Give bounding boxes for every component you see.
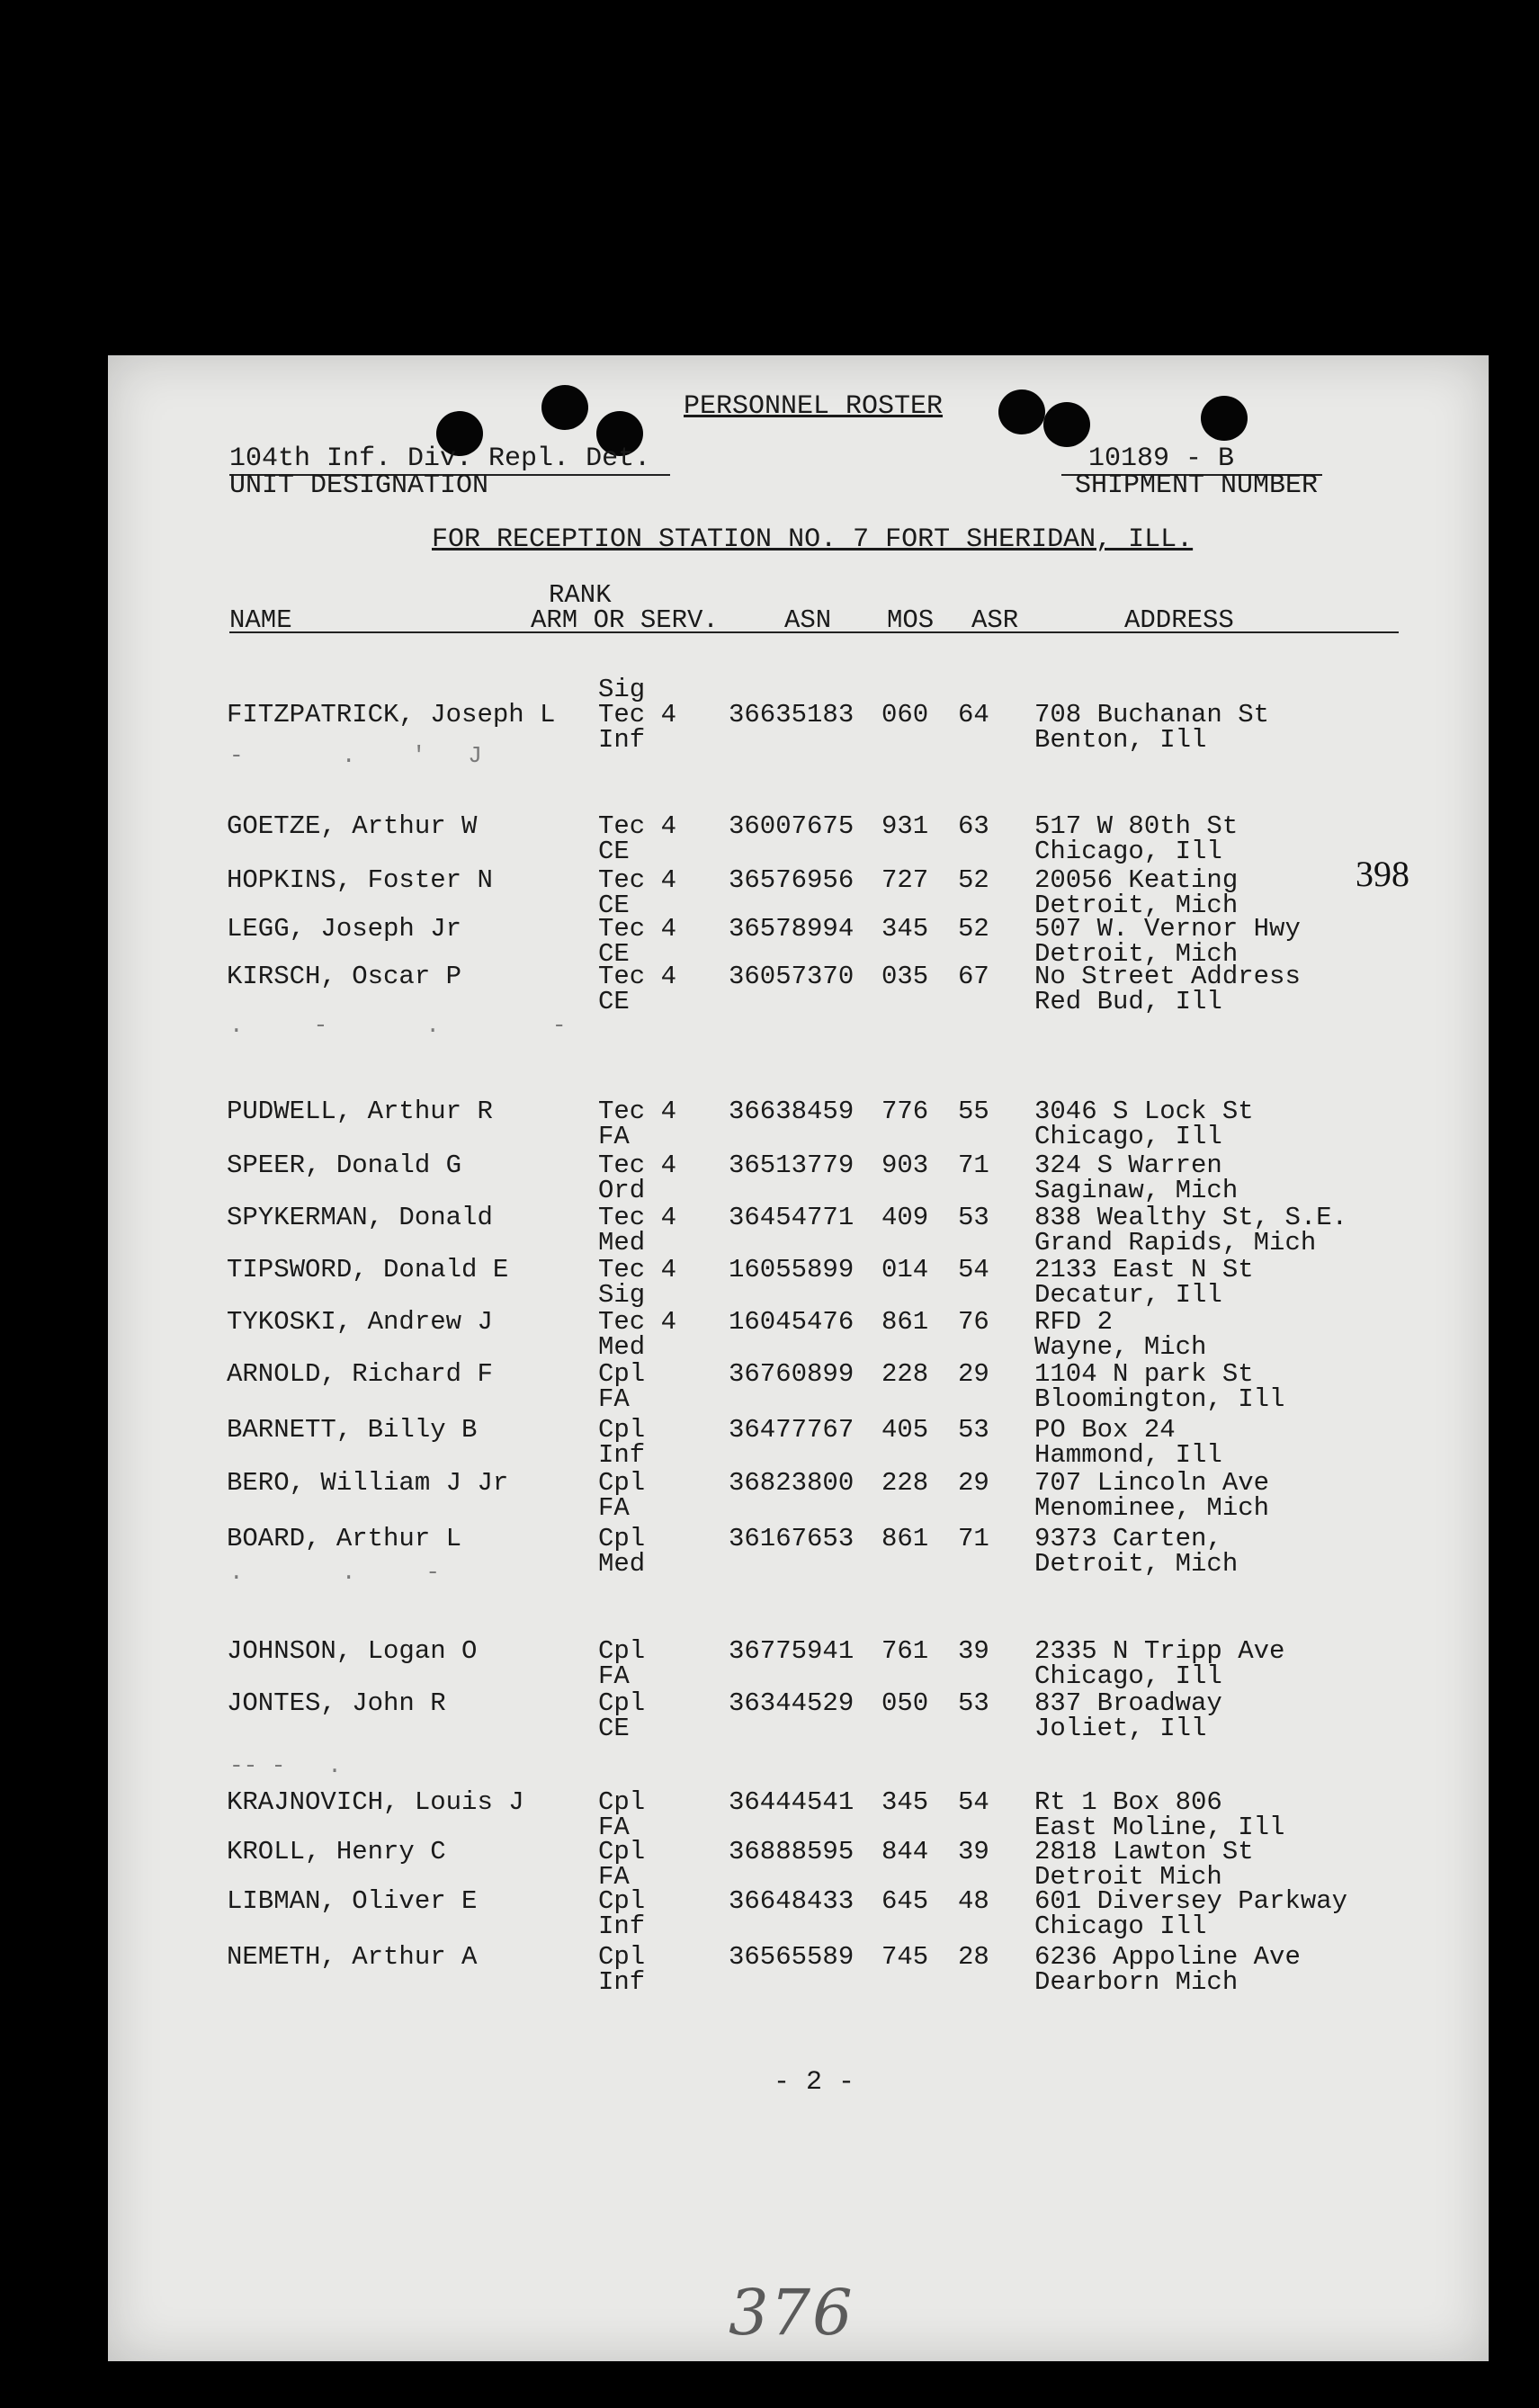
address-line-2: Chicago, Ill bbox=[1034, 1661, 1222, 1691]
asn: 36444541 bbox=[729, 1787, 855, 1817]
address-line-2: Decatur, Ill bbox=[1034, 1280, 1222, 1310]
arm-or-service: FA bbox=[598, 1122, 630, 1151]
rank: Cpl bbox=[598, 1787, 646, 1817]
rank: Cpl bbox=[598, 1886, 646, 1916]
address-line-2: Dearborn Mich bbox=[1034, 1967, 1239, 1997]
bleed-through-mark: . - . - bbox=[229, 1012, 567, 1039]
soldier-name: LEGG, Joseph Jr bbox=[227, 914, 462, 944]
rank: Tec 4 bbox=[598, 700, 677, 730]
address-line-1: 707 Lincoln Ave bbox=[1034, 1468, 1270, 1498]
mos: 060 bbox=[881, 700, 929, 730]
rank: Cpl bbox=[598, 1688, 646, 1718]
shipment-number-label: SHIPMENT NUMBER bbox=[1075, 470, 1319, 501]
rank: Cpl bbox=[598, 1359, 646, 1389]
address-line-2: Menominee, Mich bbox=[1034, 1493, 1270, 1523]
reception-station-line: FOR RECEPTION STATION NO. 7 FORT SHERIDAN, ILL. bbox=[432, 524, 1194, 555]
mos: 844 bbox=[881, 1837, 929, 1866]
address-line-1: 837 Broadway bbox=[1034, 1688, 1222, 1718]
address-line-1: No Street Address bbox=[1034, 962, 1301, 991]
mos: 405 bbox=[881, 1415, 929, 1445]
mos: 228 bbox=[881, 1468, 929, 1498]
rank-prefix: Sig bbox=[598, 675, 646, 704]
asn: 36888595 bbox=[729, 1837, 855, 1866]
handwritten-number: 376 bbox=[729, 2276, 855, 2350]
arm-or-service: CE bbox=[598, 939, 630, 969]
mos: 228 bbox=[881, 1359, 929, 1389]
arm-or-service: FA bbox=[598, 1384, 630, 1414]
asr: 63 bbox=[958, 811, 989, 841]
soldier-name: KRAJNOVICH, Louis J bbox=[227, 1787, 524, 1817]
header-rule bbox=[229, 631, 1399, 633]
address-line-1: 2133 East N St bbox=[1034, 1255, 1254, 1285]
asn: 36057370 bbox=[729, 962, 855, 991]
soldier-name: TIPSWORD, Donald E bbox=[227, 1255, 509, 1285]
address-line-2: Hammond, Ill bbox=[1034, 1440, 1222, 1470]
address-line-1: RFD 2 bbox=[1034, 1307, 1114, 1337]
arm-or-service: Inf bbox=[598, 1967, 646, 1997]
shipment-number-value: 10189 - B bbox=[1061, 443, 1322, 476]
asn: 36454771 bbox=[729, 1203, 855, 1232]
soldier-name: BARNETT, Billy B bbox=[227, 1415, 478, 1445]
asn: 36477767 bbox=[729, 1415, 855, 1445]
address-line-1: 2335 N Tripp Ave bbox=[1034, 1636, 1285, 1666]
rank: Tec 4 bbox=[598, 962, 677, 991]
mos: 931 bbox=[881, 811, 929, 841]
col-header-arm: ARM OR SERV. bbox=[531, 605, 719, 635]
asn: 36007675 bbox=[729, 811, 855, 841]
asr: 55 bbox=[958, 1097, 989, 1126]
asr: 29 bbox=[958, 1468, 989, 1498]
col-header-mos: MOS bbox=[887, 605, 935, 635]
soldier-name: SPYKERMAN, Donald bbox=[227, 1203, 493, 1232]
asr: 29 bbox=[958, 1359, 989, 1389]
unit-designation-label: UNIT DESIGNATION bbox=[229, 470, 489, 501]
asn: 16045476 bbox=[729, 1307, 855, 1337]
address-line-2: Chicago Ill bbox=[1034, 1911, 1207, 1941]
punch-hole bbox=[998, 389, 1045, 434]
mos: 035 bbox=[881, 962, 929, 991]
address-line-2: Red Bud, Ill bbox=[1034, 987, 1222, 1016]
arm-or-service: Med bbox=[598, 1228, 646, 1258]
address-line-2: Chicago, Ill bbox=[1034, 1122, 1222, 1151]
address-line-1: 2818 Lawton St bbox=[1034, 1837, 1254, 1866]
asr: 48 bbox=[958, 1886, 989, 1916]
asr: 39 bbox=[958, 1837, 989, 1866]
address-line-2: East Moline, Ill bbox=[1034, 1813, 1285, 1842]
address-line-1: 9373 Carten, bbox=[1034, 1524, 1222, 1553]
asn: 36775941 bbox=[729, 1636, 855, 1666]
asr: 67 bbox=[958, 962, 989, 991]
mos: 050 bbox=[881, 1688, 929, 1718]
arm-or-service: Inf bbox=[598, 725, 646, 755]
arm-or-service: CE bbox=[598, 1714, 630, 1743]
rank: Tec 4 bbox=[598, 865, 677, 895]
asr: 53 bbox=[958, 1688, 989, 1718]
rank: Cpl bbox=[598, 1415, 646, 1445]
address-line-1: 20056 Keating bbox=[1034, 865, 1239, 895]
mos: 345 bbox=[881, 914, 929, 944]
rank: Cpl bbox=[598, 1524, 646, 1553]
punch-hole bbox=[541, 385, 588, 430]
mos: 776 bbox=[881, 1097, 929, 1126]
rank: Tec 4 bbox=[598, 914, 677, 944]
col-header-name: NAME bbox=[229, 605, 292, 635]
asr: 52 bbox=[958, 914, 989, 944]
asn: 16055899 bbox=[729, 1255, 855, 1285]
arm-or-service: FA bbox=[598, 1862, 630, 1892]
punch-hole bbox=[1043, 402, 1090, 447]
soldier-name: NEMETH, Arthur A bbox=[227, 1942, 478, 1972]
arm-or-service: FA bbox=[598, 1493, 630, 1523]
arm-or-service: CE bbox=[598, 891, 630, 920]
rank: Tec 4 bbox=[598, 1203, 677, 1232]
asn: 36648433 bbox=[729, 1886, 855, 1916]
rank: Tec 4 bbox=[598, 1255, 677, 1285]
address-line-2: Saginaw, Mich bbox=[1034, 1176, 1239, 1205]
soldier-name: JOHNSON, Logan O bbox=[227, 1636, 478, 1666]
address-line-1: 3046 S Lock St bbox=[1034, 1097, 1254, 1126]
asr: 39 bbox=[958, 1636, 989, 1666]
soldier-name: KIRSCH, Oscar P bbox=[227, 962, 462, 991]
mos: 345 bbox=[881, 1787, 929, 1817]
address-line-1: 6236 Appoline Ave bbox=[1034, 1942, 1301, 1972]
asr: 53 bbox=[958, 1203, 989, 1232]
asr: 71 bbox=[958, 1150, 989, 1180]
address-line-1: 517 W 80th St bbox=[1034, 811, 1239, 841]
rank: Cpl bbox=[598, 1837, 646, 1866]
address-line-1: PO Box 24 bbox=[1034, 1415, 1176, 1445]
asr: 53 bbox=[958, 1415, 989, 1445]
arm-or-service: Inf bbox=[598, 1440, 646, 1470]
asn: 36638459 bbox=[729, 1097, 855, 1126]
rank: Tec 4 bbox=[598, 1097, 677, 1126]
soldier-name: HOPKINS, Foster N bbox=[227, 865, 493, 895]
asn: 36167653 bbox=[729, 1524, 855, 1553]
address-line-2: Detroit Mich bbox=[1034, 1862, 1222, 1892]
asn: 36760899 bbox=[729, 1359, 855, 1389]
address-line-2: Detroit, Mich bbox=[1034, 939, 1239, 969]
rank: Tec 4 bbox=[598, 1307, 677, 1337]
col-header-rank: RANK bbox=[549, 580, 612, 610]
address-line-2: Wayne, Mich bbox=[1034, 1332, 1207, 1362]
soldier-name: SPEER, Donald G bbox=[227, 1150, 462, 1180]
asr: 52 bbox=[958, 865, 989, 895]
address-line-1: 601 Diversey Parkway bbox=[1034, 1886, 1348, 1916]
soldier-name: BOARD, Arthur L bbox=[227, 1524, 462, 1553]
rank: Tec 4 bbox=[598, 811, 677, 841]
asr: 71 bbox=[958, 1524, 989, 1553]
mos: 861 bbox=[881, 1307, 929, 1337]
address-line-1: 1104 N park St bbox=[1034, 1359, 1254, 1389]
arm-or-service: FA bbox=[598, 1813, 630, 1842]
soldier-name: LIBMAN, Oliver E bbox=[227, 1886, 478, 1916]
soldier-name: PUDWELL, Arthur R bbox=[227, 1097, 493, 1126]
address-line-2: Joliet, Ill bbox=[1034, 1714, 1207, 1743]
soldier-name: JONTES, John R bbox=[227, 1688, 446, 1718]
col-header-asn: ASN bbox=[784, 605, 832, 635]
bleed-through-mark: - . ' J bbox=[229, 742, 482, 769]
mos: 745 bbox=[881, 1942, 929, 1972]
arm-or-service: CE bbox=[598, 987, 630, 1016]
arm-or-service: Med bbox=[598, 1549, 646, 1579]
address-line-1: 324 S Warren bbox=[1034, 1150, 1222, 1180]
address-line-1: 507 W. Vernor Hwy bbox=[1034, 914, 1301, 944]
bleed-through-mark: -- - . bbox=[229, 1752, 342, 1779]
mos: 761 bbox=[881, 1636, 929, 1666]
address-line-2: Chicago, Ill bbox=[1034, 837, 1222, 866]
asn: 36823800 bbox=[729, 1468, 855, 1498]
side-number: 398 bbox=[1356, 854, 1409, 894]
col-header-address: ADDRESS bbox=[1124, 605, 1234, 635]
arm-or-service: FA bbox=[598, 1661, 630, 1691]
soldier-name: BERO, William J Jr bbox=[227, 1468, 509, 1498]
arm-or-service: Sig bbox=[598, 1280, 646, 1310]
mos: 861 bbox=[881, 1524, 929, 1553]
punch-hole bbox=[1201, 396, 1248, 441]
asr: 28 bbox=[958, 1942, 989, 1972]
asn: 36635183 bbox=[729, 700, 855, 730]
asn: 36513779 bbox=[729, 1150, 855, 1180]
mos: 014 bbox=[881, 1255, 929, 1285]
asn: 36578994 bbox=[729, 914, 855, 944]
rank: Tec 4 bbox=[598, 1150, 677, 1180]
asn: 36344529 bbox=[729, 1688, 855, 1718]
rank: Cpl bbox=[598, 1636, 646, 1666]
asr: 76 bbox=[958, 1307, 989, 1337]
address-line-2: Detroit, Mich bbox=[1034, 1549, 1239, 1579]
roster-title: PERSONNEL ROSTER bbox=[684, 391, 944, 422]
mos: 727 bbox=[881, 865, 929, 895]
rank: Cpl bbox=[598, 1468, 646, 1498]
asr: 54 bbox=[958, 1255, 989, 1285]
address-line-2: Grand Rapids, Mich bbox=[1034, 1228, 1317, 1258]
roster-page bbox=[108, 355, 1489, 2361]
address-line-1: 708 Buchanan St bbox=[1034, 700, 1270, 730]
asn: 36565589 bbox=[729, 1942, 855, 1972]
asr: 54 bbox=[958, 1787, 989, 1817]
arm-or-service: Inf bbox=[598, 1911, 646, 1941]
arm-or-service: CE bbox=[598, 837, 630, 866]
soldier-name: ARNOLD, Richard F bbox=[227, 1359, 493, 1389]
asr: 64 bbox=[958, 700, 989, 730]
address-line-2: Benton, Ill bbox=[1034, 725, 1207, 755]
address-line-1: Rt 1 Box 806 bbox=[1034, 1787, 1222, 1817]
mos: 409 bbox=[881, 1203, 929, 1232]
address-line-2: Bloomington, Ill bbox=[1034, 1384, 1285, 1414]
address-line-1: 838 Wealthy St, S.E. bbox=[1034, 1203, 1348, 1232]
asn: 36576956 bbox=[729, 865, 855, 895]
soldier-name: GOETZE, Arthur W bbox=[227, 811, 478, 841]
rank: Cpl bbox=[598, 1942, 646, 1972]
bleed-through-mark: . . - bbox=[229, 1559, 441, 1586]
page-number: - 2 - bbox=[774, 2067, 855, 2098]
mos: 645 bbox=[881, 1886, 929, 1916]
mos: 903 bbox=[881, 1150, 929, 1180]
address-line-2: Detroit, Mich bbox=[1034, 891, 1239, 920]
soldier-name: FITZPATRICK, Joseph L bbox=[227, 700, 556, 730]
col-header-asr: ASR bbox=[971, 605, 1019, 635]
arm-or-service: Med bbox=[598, 1332, 646, 1362]
soldier-name: TYKOSKI, Andrew J bbox=[227, 1307, 493, 1337]
soldier-name: KROLL, Henry C bbox=[227, 1837, 446, 1866]
arm-or-service: Ord bbox=[598, 1176, 646, 1205]
unit-designation-value: 104th Inf. Div. Repl. Det. bbox=[229, 443, 670, 476]
